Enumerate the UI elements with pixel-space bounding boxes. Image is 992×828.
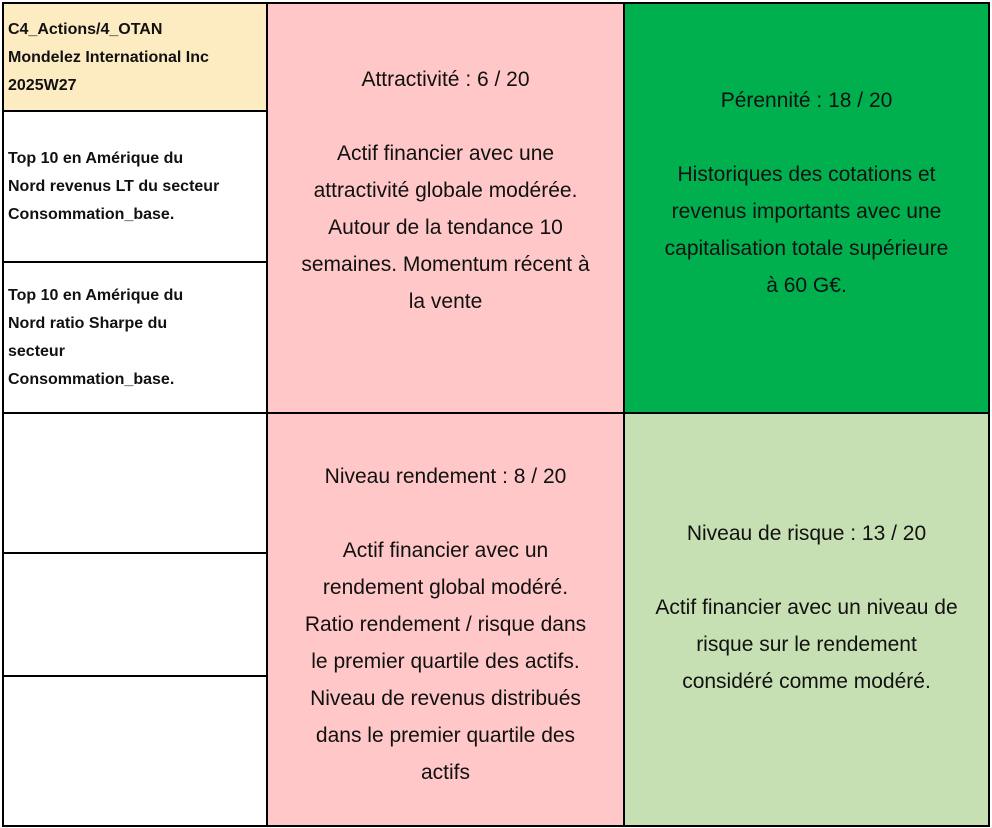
empty-cell-3 <box>2 675 268 827</box>
attractivite-text-line: la vente <box>408 289 483 313</box>
rendement-text-line: rendement global modéré. <box>322 576 569 599</box>
rendement-text-line: Actif financier avec un <box>342 539 549 562</box>
ranking-line: Consommation_base. <box>8 205 175 223</box>
ranking-cell-revenus <box>2 110 268 263</box>
rendement-text-line: dans le premier quartile des <box>315 724 576 747</box>
risque-title: Niveau de risque : 13 / 20 <box>686 522 927 545</box>
attractivite-text-line: attractivité globale modérée. <box>313 178 578 202</box>
risque-text-line: Actif financier avec un niveau de <box>655 596 958 619</box>
rendement-text-line: Niveau de revenus distribués <box>310 687 581 710</box>
perennite-text-line: revenus importants avec une <box>671 200 942 223</box>
attractivite-text-line: Autour de la tendance 10 <box>328 215 563 239</box>
perennite-text-line: Historiques des cotations et <box>677 163 936 186</box>
perennite-title: Pérennité : 18 / 20 <box>720 89 893 112</box>
risque-box <box>623 412 990 827</box>
ranking-line: Top 10 en Amérique du <box>8 149 184 167</box>
header-path: C4_Actions/4_OTAN <box>8 21 163 38</box>
rendement-box <box>266 412 625 827</box>
rendement-text-line: Ratio rendement / risque dans <box>304 613 587 636</box>
perennite-text-line: capitalisation totale supérieure <box>664 237 949 260</box>
rendement-text-line: le premier quartile des actifs. <box>311 650 580 673</box>
header-week: 2025W27 <box>8 77 77 94</box>
ranking-cell-sharpe <box>2 261 268 414</box>
perennite-box <box>623 2 990 414</box>
ranking-line: Top 10 en Amérique du <box>8 286 184 304</box>
attractivite-box <box>266 2 625 414</box>
ranking-line: Consommation_base. <box>8 370 175 388</box>
attractivite-text-line: semaines. Momentum récent à <box>301 252 590 276</box>
risque-text-line: risque sur le rendement <box>696 633 917 656</box>
ranking-line: Nord revenus LT du secteur <box>8 177 220 195</box>
risque-text-line: considéré comme modéré. <box>682 670 931 693</box>
attractivite-title: Attractivité : 6 / 20 <box>361 67 530 91</box>
header-company: Mondelez International Inc <box>8 49 209 66</box>
attractivite-text-line: Actif financier avec une <box>336 141 555 165</box>
rendement-title: Niveau rendement : 8 / 20 <box>324 465 567 488</box>
empty-cell-2 <box>2 552 268 677</box>
ranking-line: secteur <box>8 342 65 360</box>
ranking-line: Nord ratio Sharpe du <box>8 314 168 332</box>
rendement-text-line: actifs <box>420 761 470 784</box>
empty-cell-1 <box>2 412 268 554</box>
perennite-text-line: à 60 G€. <box>766 274 847 297</box>
header-cell <box>2 2 268 112</box>
